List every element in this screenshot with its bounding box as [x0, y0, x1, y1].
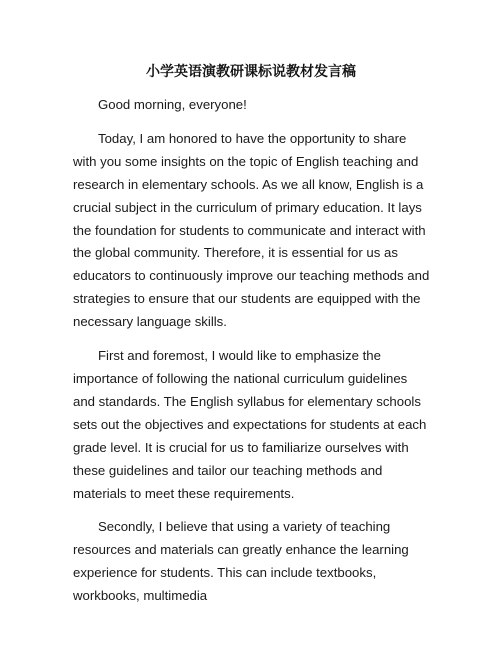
- paragraph-teaching-resources: Secondly, I believe that using a variety of teaching resources and materials can greatly enhance the learning experience for students. This can include textbooks, workbooks, multimedia: [73, 519, 409, 604]
- paragraph-greeting: Good morning, everyone!: [98, 97, 247, 112]
- paragraph-introduction: Today, I am honored to have the opportunity to share with you some insights on the topic of English teaching and research in elementary schools. As we all know, English is a crucial subject in the curriculum of primary education. It lays the foundation for students to communicate and interact with the global community. Therefore, it is essential for us as educators to continuously improve our teaching methods and strategies to ensure that our students are equipped with the necessary language skills.: [73, 130, 430, 330]
- document-body: [73, 94, 431, 619]
- document-title: 小学英语演教研课标说教材发言稿: [146, 64, 356, 80]
- paragraph-curriculum-guidelines: First and foremost, I would like to emphasize the importance of following the national curriculum guidelines and standards. The English syllabus for elementary schools sets out the objectives and expectations for students at each grade level. It is crucial for us to familiarize ourselves with these guidelines and tailor our teaching methods and materials to meet these requirements.: [73, 348, 427, 501]
